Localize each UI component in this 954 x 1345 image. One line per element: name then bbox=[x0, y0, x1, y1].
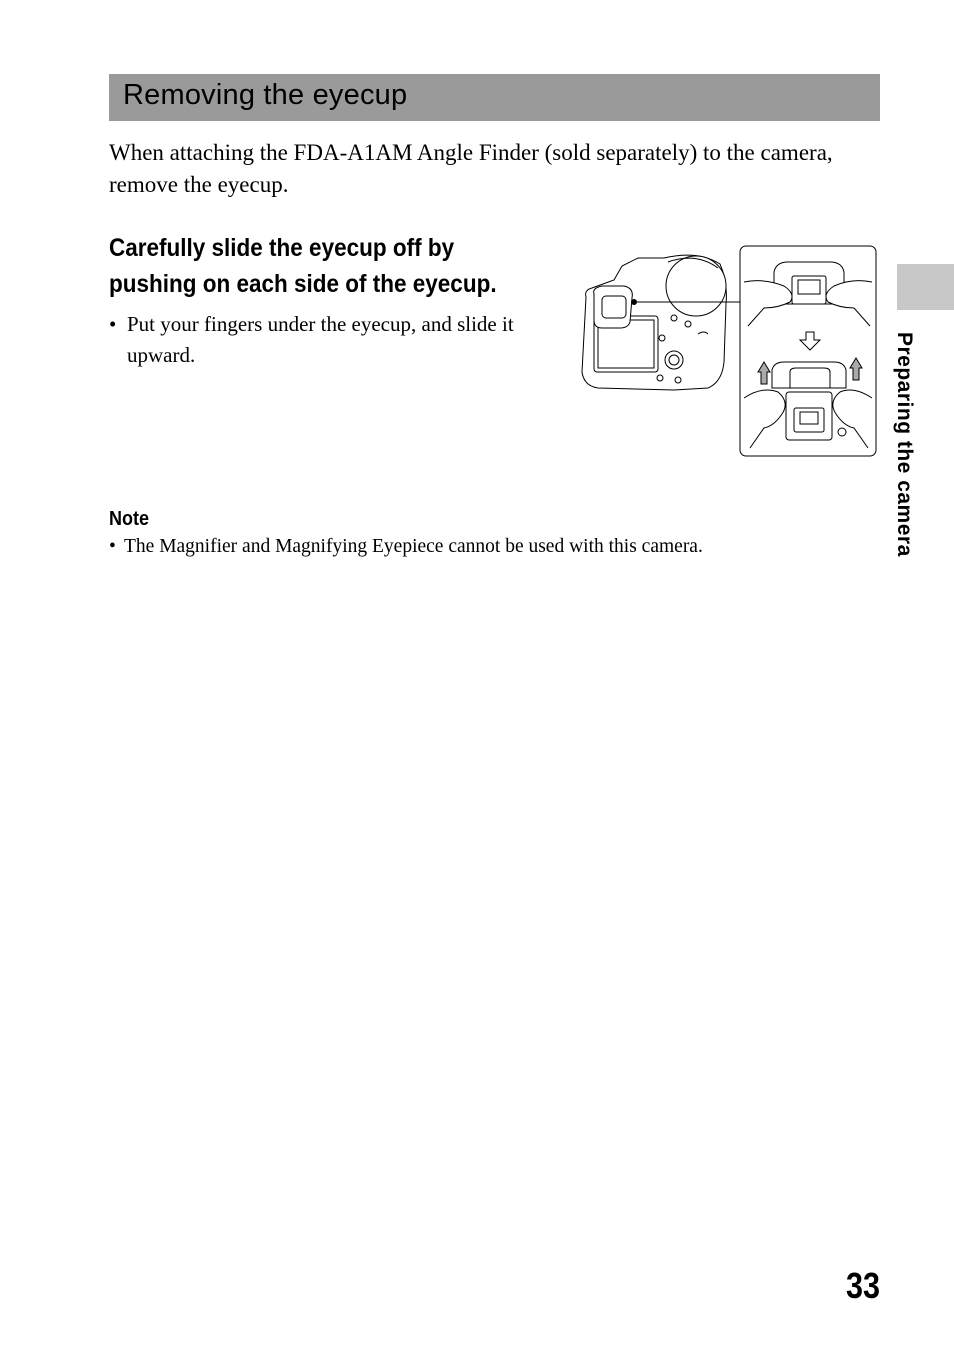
step-heading: Carefully slide the eyecup off by pushing on each side of the eyecup. bbox=[109, 234, 497, 298]
chapter-tab-label: Preparing the camera bbox=[893, 332, 916, 557]
intro-paragraph: When attaching the FDA-A1AM Angle Finder (sold separately) to the camera, remove the eyecup. bbox=[109, 140, 833, 197]
page-number: 33 bbox=[845, 1265, 880, 1306]
step-bullet-text: Put your fingers under the eyecup, and slide it upward. bbox=[127, 312, 514, 367]
note-label: Note bbox=[109, 508, 150, 530]
eyecup-detail-illustration bbox=[740, 246, 876, 456]
chapter-tab-marker bbox=[897, 264, 954, 310]
bullet-icon: • bbox=[109, 312, 117, 336]
eyecup-removal-illustration bbox=[578, 242, 880, 458]
note-item bbox=[109, 534, 869, 560]
section-header-bar bbox=[109, 74, 880, 121]
camera-body-illustration bbox=[582, 255, 740, 390]
note-item-text: The Magnifier and Magnifying Eyepiece cannot be used with this camera. bbox=[124, 536, 703, 557]
bullet-icon: • bbox=[109, 536, 116, 557]
step-bullet bbox=[109, 309, 519, 371]
section-title: Removing the eyecup bbox=[123, 79, 408, 111]
